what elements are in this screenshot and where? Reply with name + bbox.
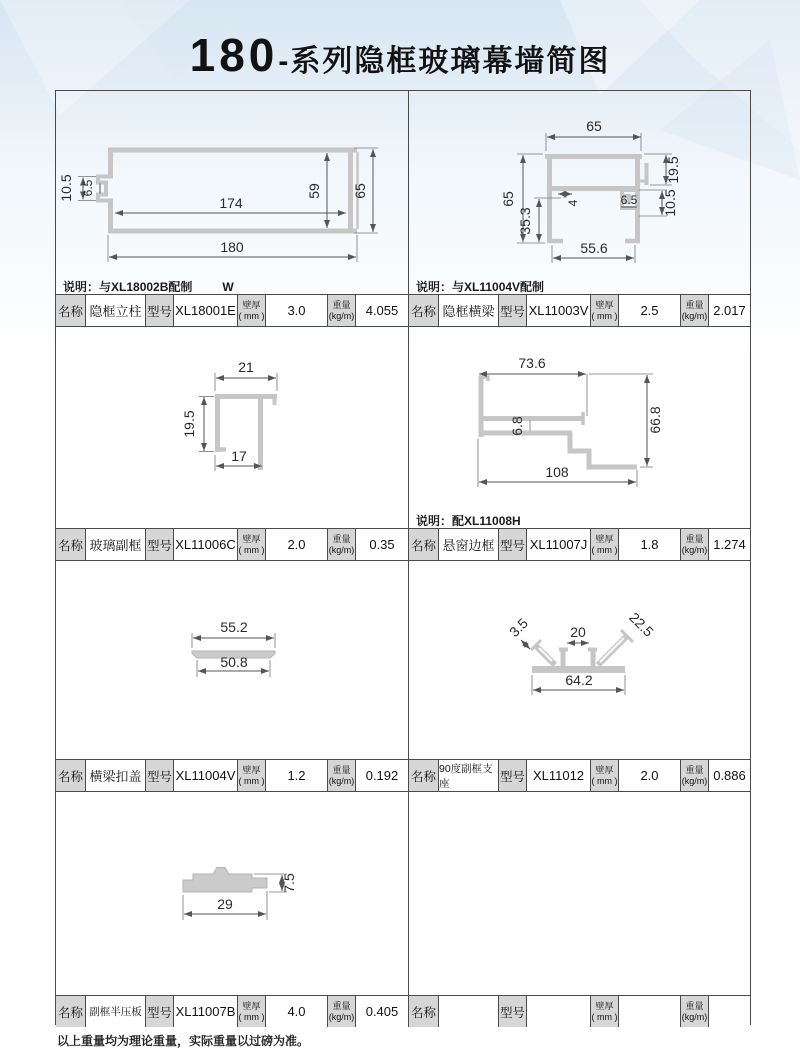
model-header: 型号 — [499, 760, 527, 791]
drawing-area — [409, 327, 750, 511]
name-header: 名称 — [409, 760, 439, 791]
note-prefix: 说明： — [416, 279, 453, 294]
weight-header: 重量 (kg/m) — [328, 996, 356, 1027]
model-header: 型号 — [146, 295, 174, 326]
weight-header: 重量 (kg/m) — [681, 529, 709, 560]
dim-label: 174 — [219, 195, 243, 211]
dim-label: 21 — [238, 359, 254, 375]
profile-drawing-awning-frame — [409, 327, 750, 511]
drawing-area — [56, 792, 408, 978]
dim-label: 20 — [570, 624, 586, 640]
name-header: 名称 — [56, 529, 86, 560]
row-4 — [56, 792, 750, 1027]
note-line — [409, 977, 750, 995]
note-prefix: 说明： — [416, 513, 453, 528]
drawing-area — [56, 91, 408, 277]
note-line — [409, 277, 750, 294]
weight-value: 1.274 — [713, 537, 746, 552]
weight-value: 0.886 — [713, 768, 746, 783]
name-header: 名称 — [56, 295, 86, 326]
spec-table — [56, 995, 408, 1027]
thickness-value: 2.0 — [266, 529, 328, 560]
weight-header: 重量 (kg/m) — [681, 295, 709, 326]
profile-drawing-mullion — [56, 91, 408, 277]
profile-drawing-glass-subframe — [56, 327, 408, 511]
panel-transom-cover-cap — [56, 561, 409, 791]
dim-label: 180 — [220, 239, 244, 255]
spec-table — [56, 294, 408, 326]
model-header: 型号 — [146, 529, 174, 560]
dim-label: 35.3 — [517, 207, 533, 235]
dim-label: 59 — [306, 183, 322, 199]
name-value: 副框半压板 — [86, 996, 146, 1027]
model-value — [527, 996, 591, 1027]
name-header: 名称 — [56, 760, 86, 791]
dim-label: 10.5 — [58, 174, 74, 202]
dim-label: 6.5 — [81, 179, 95, 197]
thickness-value: 1.2 — [266, 760, 328, 791]
model-header: 型号 — [146, 760, 174, 791]
thickness-header: 壁厚 ( mm ) — [591, 996, 619, 1027]
dim-label: 50.8 — [220, 654, 248, 670]
drawing-area — [409, 91, 750, 277]
weight-header: 重量 (kg/m) — [681, 996, 709, 1027]
dim-label: 73.6 — [518, 355, 546, 371]
thickness-header: 壁厚 ( mm ) — [591, 295, 619, 326]
note-line — [56, 277, 408, 294]
weight-value: 0.405 — [365, 1004, 399, 1019]
drawing-area — [409, 561, 750, 742]
name-value: 悬窗边框 — [439, 529, 499, 560]
dim-label: 3.5 — [505, 614, 532, 641]
profile-drawing-90deg-support — [409, 561, 750, 742]
model-value: XL11007J — [527, 529, 591, 560]
model-value: XL11012 — [527, 760, 591, 791]
name-value: 玻璃副框 — [86, 529, 146, 560]
dim-label: 6.5 — [620, 193, 638, 207]
row-3 — [56, 561, 750, 792]
thickness-header: 壁厚 ( mm ) — [591, 760, 619, 791]
row-2 — [56, 327, 750, 561]
panel-glass-subframe — [56, 327, 409, 560]
weight-header: 重量 (kg/m) — [328, 529, 356, 560]
catalog-grid — [55, 90, 751, 1025]
profile-drawing-half-pressure-plate — [56, 792, 408, 978]
dimensions — [192, 619, 275, 677]
spec-table — [409, 995, 750, 1027]
dim-label: 4 — [566, 199, 580, 207]
profile-drawing-cover-cap — [56, 561, 408, 742]
model-header: 型号 — [499, 996, 527, 1027]
dim-label: 55.2 — [220, 619, 248, 635]
dim-label: 7.5 — [281, 873, 297, 893]
spec-table — [409, 759, 750, 791]
dim-label: 10.5 — [662, 189, 678, 217]
wing-hollow-line — [600, 638, 624, 662]
model-header: 型号 — [499, 529, 527, 560]
model-value: XL11003V — [527, 295, 591, 326]
dimensions — [58, 148, 378, 262]
thickness-header: 壁厚 ( mm ) — [591, 529, 619, 560]
name-value: 90度副框支座 — [439, 760, 499, 791]
spec-table — [56, 528, 408, 560]
dim-label: 66.8 — [647, 406, 663, 434]
weight-value: 4.055 — [365, 303, 399, 318]
model-header: 型号 — [499, 295, 527, 326]
thickness-value: 4.0 — [266, 996, 328, 1027]
note-line — [409, 511, 750, 528]
name-value — [439, 996, 499, 1027]
thickness-value: 3.0 — [266, 295, 328, 326]
footer-note: 以上重量均为理论重量，实际重量以过磅为准。 — [57, 1034, 310, 1048]
panel-hidden-frame-transom — [409, 91, 750, 326]
dim-label: 108 — [545, 464, 569, 480]
title-series-number: 180 — [189, 29, 279, 81]
panel-empty — [409, 792, 750, 1027]
note-line — [409, 742, 750, 759]
note-prefix: 说明： — [63, 279, 100, 294]
profile-outline — [479, 376, 637, 467]
dim-label: 65 — [352, 183, 368, 199]
note-line — [56, 511, 408, 528]
name-header: 名称 — [56, 996, 86, 1027]
panel-subframe-half-pressure-plate — [56, 792, 409, 1027]
name-header: 名称 — [409, 996, 439, 1027]
dim-label: 19.5 — [181, 410, 197, 438]
dim-label: 29 — [217, 896, 233, 912]
weight-value: 2.017 — [713, 303, 746, 318]
drawing-area — [56, 561, 408, 742]
note-line — [56, 742, 408, 759]
dim-label: 65 — [586, 118, 602, 134]
dimensions — [506, 609, 657, 695]
row-1 — [56, 91, 750, 327]
name-header: 名称 — [409, 295, 439, 326]
thickness-header: 壁厚 ( mm ) — [238, 996, 266, 1027]
panel-hidden-frame-mullion — [56, 91, 409, 326]
thickness-value: 2.5 — [619, 295, 681, 326]
dim-label: 64.2 — [565, 672, 593, 688]
weight-value: 0.35 — [369, 537, 395, 552]
name-header: 名称 — [409, 529, 439, 560]
note-text: 配XL11008H — [452, 513, 521, 528]
name-value: 隐框立柱 — [86, 295, 146, 326]
dim-label: 65 — [500, 191, 516, 207]
dim-label: 55.6 — [580, 240, 608, 256]
dim-label: 22.5 — [626, 609, 657, 640]
model-value: XL11004V — [174, 760, 238, 791]
weight-header: 重量 (kg/m) — [681, 760, 709, 791]
title-text: -系列隐框玻璃幕墙简图 — [278, 45, 611, 78]
dim-label: 17 — [231, 448, 247, 464]
panel-90deg-subframe-support — [409, 561, 750, 791]
spec-table — [56, 759, 408, 791]
weight-value: 0.192 — [365, 768, 399, 783]
model-value: XL18001E — [174, 295, 238, 326]
page-title — [0, 28, 800, 82]
thickness-header: 壁厚 ( mm ) — [238, 295, 266, 326]
note-line — [56, 978, 408, 995]
thickness-value — [619, 996, 681, 1027]
note-extra: W — [222, 279, 234, 294]
spec-table — [409, 528, 750, 560]
dim-label: 6.8 — [509, 416, 525, 436]
model-value: XL11007B — [174, 996, 238, 1027]
dim-label: 19.5 — [665, 156, 681, 184]
weight-header: 重量 (kg/m) — [328, 760, 356, 791]
profile-drawing-transom — [409, 91, 750, 277]
weight-header: 重量 (kg/m) — [328, 295, 356, 326]
profile-outline — [183, 868, 267, 893]
thickness-value: 1.8 — [619, 529, 681, 560]
name-value: 横梁扣盖 — [86, 760, 146, 791]
panel-awning-window-frame — [409, 327, 750, 560]
thickness-value: 2.0 — [619, 760, 681, 791]
thickness-header: 壁厚 ( mm ) — [238, 529, 266, 560]
name-value: 隐框横梁 — [439, 295, 499, 326]
thickness-header: 壁厚 ( mm ) — [238, 760, 266, 791]
model-value: XL11006C — [174, 529, 238, 560]
spec-table — [409, 294, 750, 326]
weight-value — [709, 996, 750, 1027]
note-text: 与XL11004V配制 — [452, 279, 545, 294]
drawing-area-empty — [409, 792, 750, 977]
note-text: 与XL18002B配制 — [99, 279, 193, 294]
drawing-area — [56, 327, 408, 511]
model-header: 型号 — [146, 996, 174, 1027]
